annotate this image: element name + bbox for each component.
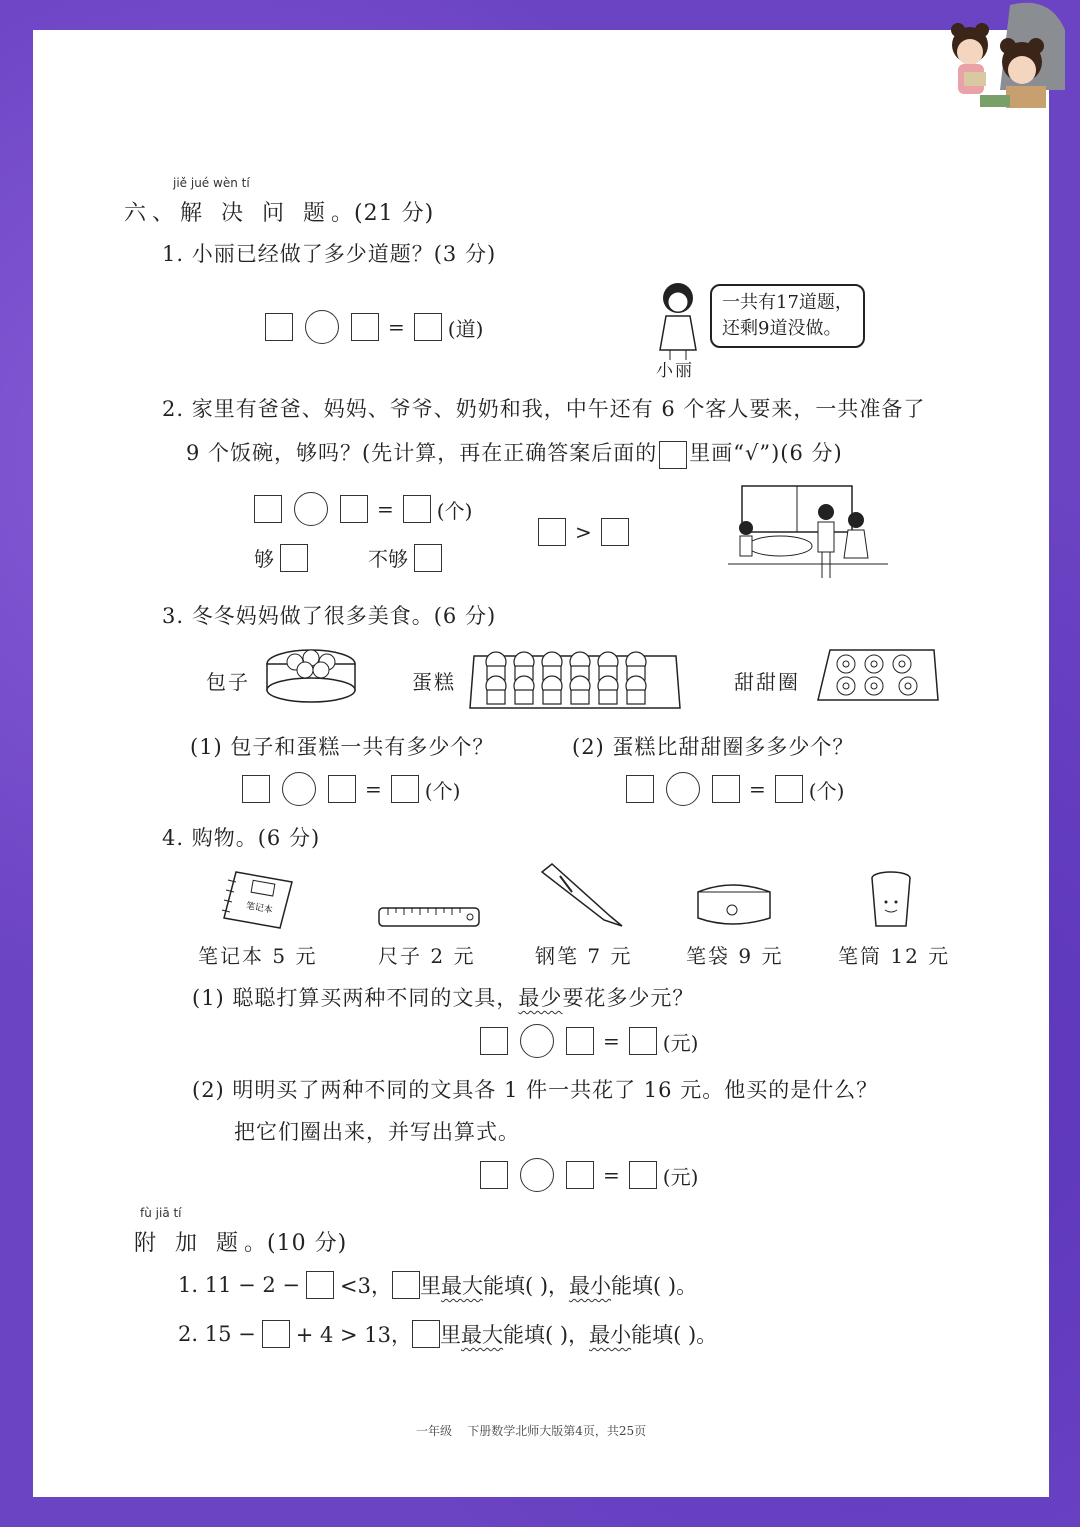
item-label-pen: 钢笔 7 元 <box>535 944 633 968</box>
food-label-donut: 甜甜圈 <box>734 670 800 694</box>
notebook-icon <box>222 868 294 930</box>
donuts-tray-icon <box>816 648 940 706</box>
operator-circle[interactable] <box>520 1024 554 1058</box>
question-4-sub-2-line-1: (2) 明明买了两种不同的文具各 1 件一共花了 16 元。他买的是什么？ <box>192 1078 879 1102</box>
question-4-sub-1a: (1) 聪聪打算买两种不同的文具， <box>192 986 519 1010</box>
question-2-line-2a: 9 个饭碗，够吗？(先计算，再在正确答案后面的 <box>186 441 658 465</box>
enough-options <box>254 543 442 572</box>
item-label-pen-holder: 笔筒 12 元 <box>838 944 951 968</box>
bonus-2-expression: 2. 15 − <box>178 1322 256 1346</box>
steamed-buns-basket-icon <box>265 646 357 706</box>
family-dinner-illustration <box>728 484 888 584</box>
answer-box[interactable] <box>351 313 379 341</box>
section-number: 六、 <box>124 201 181 226</box>
comparison <box>538 518 629 546</box>
equals-sign: = <box>749 777 766 801</box>
keyword-min: 最小 <box>569 1274 612 1298</box>
speech-bubble <box>710 284 865 348</box>
bonus-1-condition: <3， <box>340 1274 392 1298</box>
answer-box[interactable] <box>626 775 654 803</box>
section-score: 。(21 分) <box>331 201 435 226</box>
speech-line-1: 一共有17道题， <box>722 292 853 313</box>
question-4-sub-1-equation <box>480 1024 698 1058</box>
ruler-icon <box>378 906 480 930</box>
enough-checkbox[interactable] <box>280 544 308 572</box>
question-4-sub-1 <box>192 982 694 1012</box>
girl-xiaoli-illustration <box>648 280 708 360</box>
answer-box[interactable] <box>262 1320 290 1348</box>
question-3-sub-1: (1) 包子和蛋糕一共有多少个？ <box>190 735 495 759</box>
question-4-sub-2-line-2: 把它们圈出来，并写出算式。 <box>234 1120 520 1144</box>
answer-box[interactable] <box>629 1161 657 1189</box>
food-label-cake: 蛋糕 <box>412 670 456 694</box>
item-label-ruler: 尺子 2 元 <box>378 944 476 968</box>
operator-circle[interactable] <box>305 310 339 344</box>
answer-box[interactable] <box>265 313 293 341</box>
unit-label: (个) <box>808 778 845 803</box>
operator-circle[interactable] <box>294 492 328 526</box>
operator-circle[interactable] <box>520 1158 554 1192</box>
keyword-least: 最少 <box>518 986 563 1010</box>
food-label-baozi: 包子 <box>206 670 250 694</box>
question-1-text: 1. 小丽已经做了多少道题？(3 分) <box>162 242 497 266</box>
section-title <box>124 196 434 227</box>
answer-box[interactable] <box>601 518 629 546</box>
notebook-cover-text: 笔记本 <box>244 901 274 916</box>
bonus-title-text: 附 加 题 <box>134 1231 244 1256</box>
equals-sign: = <box>365 777 382 801</box>
bonus-2-min-blank[interactable]: 能填( )。 <box>631 1323 718 1347</box>
pen-holder-icon <box>870 870 912 930</box>
unit-label: (个) <box>436 498 473 523</box>
equals-sign: = <box>388 315 405 339</box>
answer-box[interactable] <box>254 495 282 523</box>
answer-box[interactable] <box>306 1271 334 1299</box>
question-4-text: 4. 购物。(6 分) <box>162 826 321 850</box>
question-2-equation <box>254 492 472 526</box>
answer-box[interactable] <box>480 1027 508 1055</box>
unit-label: (道) <box>447 316 484 341</box>
bonus-title-pinyin: fù jiā tí <box>140 1206 182 1220</box>
operator-circle[interactable] <box>282 772 316 806</box>
question-3-text: 3. 冬冬妈妈做了很多美食。(6 分) <box>162 604 497 628</box>
answer-box[interactable] <box>629 1027 657 1055</box>
girl-name-label: 小丽 <box>656 361 694 381</box>
question-3-sub-2-equation <box>626 772 844 806</box>
question-4-sub-2-equation <box>480 1158 698 1192</box>
bonus-1-min-blank[interactable]: 能填( )。 <box>611 1274 698 1298</box>
children-reading-illustration <box>940 0 1070 115</box>
bonus-2-condition: + 4 > 13， <box>295 1323 413 1347</box>
pencil-case-icon <box>692 878 774 930</box>
bonus-question-1 <box>178 1270 697 1300</box>
cupcakes-tray-icon <box>468 640 682 712</box>
inline-box-icon <box>392 1271 420 1299</box>
page-footer: 一年级 下册数学北师大版第4页，共25页 <box>416 1424 647 1438</box>
answer-box[interactable] <box>414 313 442 341</box>
greater-than-sign: > <box>575 520 592 544</box>
item-label-notebook: 笔记本 5 元 <box>198 944 318 968</box>
unit-label: (元) <box>662 1164 699 1189</box>
bonus-1-expression: 1. 11 − 2 − <box>178 1273 301 1297</box>
answer-box[interactable] <box>391 775 419 803</box>
not-enough-label: 不够 <box>368 547 408 571</box>
equals-sign: = <box>603 1163 620 1187</box>
bonus-title <box>134 1226 347 1257</box>
inline-box-icon <box>659 441 687 469</box>
keyword-max: 最大 <box>440 1274 483 1298</box>
answer-box[interactable] <box>566 1161 594 1189</box>
question-4-sub-1c: 要花多少元？ <box>562 986 695 1010</box>
bonus-2-max-blank[interactable]: 能填( )， <box>503 1323 590 1347</box>
item-label-pencil-case: 笔袋 9 元 <box>686 944 784 968</box>
equals-sign: = <box>377 497 394 521</box>
operator-circle[interactable] <box>666 772 700 806</box>
answer-box[interactable] <box>775 775 803 803</box>
not-enough-checkbox[interactable] <box>414 544 442 572</box>
question-3-sub-1-equation <box>242 772 460 806</box>
question-2-line-2 <box>186 437 843 469</box>
bonus-1-max-blank[interactable]: 能填( )， <box>482 1274 570 1298</box>
question-2-line-2b: 里画“√”)(6 分) <box>689 441 843 465</box>
enough-label: 够 <box>254 547 274 571</box>
answer-box[interactable] <box>242 775 270 803</box>
question-1-equation <box>265 310 483 344</box>
answer-box[interactable] <box>538 518 566 546</box>
answer-box[interactable] <box>480 1161 508 1189</box>
question-2-line-1: 2. 家里有爸爸、妈妈、爷爷、奶奶和我，中午还有 6 个客人要来，一共准备了 <box>162 397 926 421</box>
answer-box[interactable] <box>328 775 356 803</box>
answer-box[interactable] <box>566 1027 594 1055</box>
unit-label: (个) <box>424 778 461 803</box>
section-title-pinyin: jiě jué wèn tí <box>173 176 250 190</box>
bonus-2-in: 里 <box>440 1323 462 1347</box>
bonus-score: 。(10 分) <box>244 1231 348 1256</box>
keyword-min: 最小 <box>589 1323 632 1347</box>
equals-sign: = <box>603 1029 620 1053</box>
answer-box[interactable] <box>340 495 368 523</box>
unit-label: (元) <box>662 1030 699 1055</box>
answer-box[interactable] <box>403 495 431 523</box>
inline-box-icon <box>412 1320 440 1348</box>
bonus-question-2 <box>178 1319 717 1349</box>
speech-line-2: 还剩9道没做。 <box>722 318 842 339</box>
answer-box[interactable] <box>712 775 740 803</box>
bonus-1-in: 里 <box>419 1274 441 1298</box>
question-3-sub-2: (2) 蛋糕比甜甜圈多多少个？ <box>572 735 855 759</box>
pen-icon <box>538 862 624 928</box>
keyword-max: 最大 <box>461 1323 504 1347</box>
section-title-text: 解 决 问 题 <box>180 201 331 226</box>
